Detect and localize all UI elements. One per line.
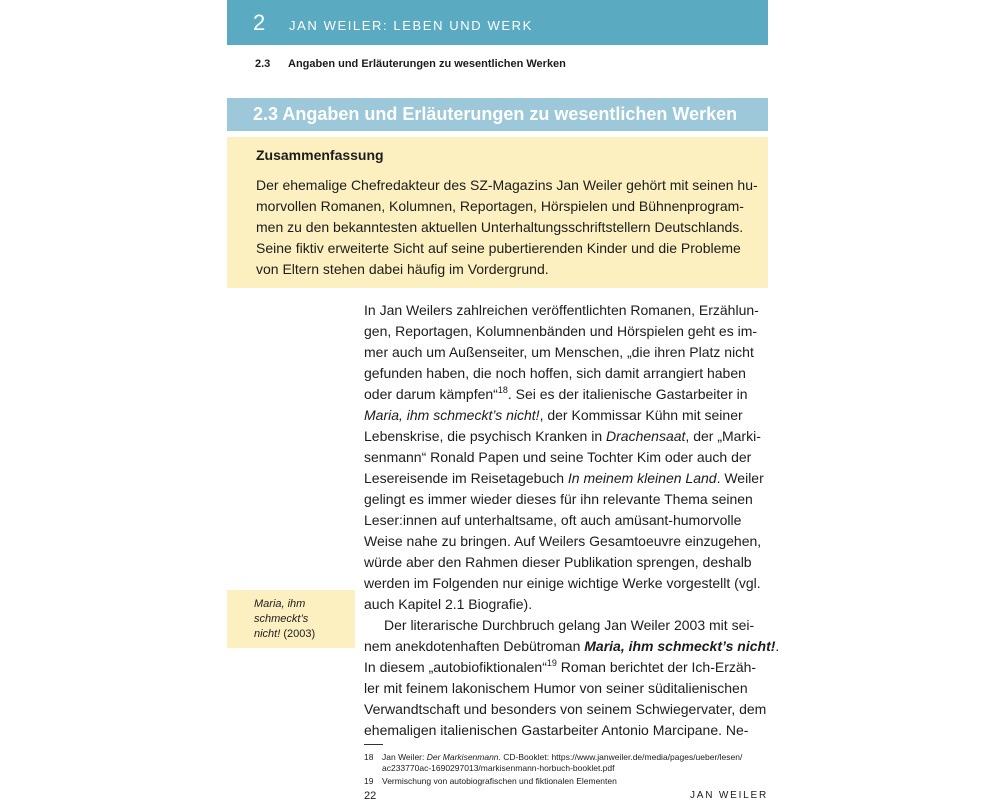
body-line: Weise nahe zu bringen. Auf Weilers Gesamtoeuvre einzugehen,: [364, 533, 762, 549]
work-title: Maria, ihm schmeckt’s nicht!: [364, 407, 540, 423]
body-line: werden im Folgenden nur einige wichtige Werke vorgestellt (vgl.: [364, 575, 761, 591]
summary-line: Seine fiktiv erweiterte Sicht auf seine pubertierenden Kinder und die Probleme: [256, 240, 741, 256]
body-line: Lesereisende im Reisetagebuch In meinem kleinen Land. Weiler: [364, 470, 764, 486]
summary-heading: Zusammenfassung: [256, 147, 384, 163]
footnote-18-continuation: ac233770ac-1690297013/markisenmann-horbuch-booklet.pdf: [382, 763, 615, 773]
body-line: Maria, ihm schmeckt’s nicht!, der Kommissar Kühn mit seiner: [364, 407, 743, 423]
section-title: 2.3 Angaben und Erläuterungen zu wesentlichen Werken: [253, 104, 738, 124]
running-head: [255, 58, 566, 70]
summary-line: men zu den bekanntesten aktuellen Unterhaltungsschriftstellern Deutschlands.: [256, 219, 744, 235]
body-line: Leser:innen auf unterhaltsame, oft auch amüsant-humorvolle: [364, 512, 742, 528]
body-line: mer auch um Außenseiter, um Menschen, „die ihren Platz nicht: [364, 344, 754, 360]
section-heading-bar: [227, 98, 768, 131]
page-number: 22: [364, 790, 377, 802]
body-line: senmann“ Ronald Papen und seine Tochter Kim oder auch der: [364, 449, 752, 465]
margin-note-line: Maria, ihm: [254, 598, 306, 610]
work-title-bold: Maria, ihm schmeckt’s nicht!: [584, 638, 776, 654]
summary-line: Der ehemalige Chefredakteur des SZ-Magazins Jan Weiler gehört mit seinen hu-: [256, 177, 758, 193]
body-line: gelingt es immer wieder dieses für ihn relevante Thema seinen: [364, 491, 753, 507]
footnote-ref-19: 19: [546, 658, 557, 668]
body-line: ehemaligen italienischen Gastarbeiter Antonio Marcipane. Ne-: [364, 722, 749, 738]
body-line: ler mit feinem lakonischem Humor von seiner süditalienischen: [364, 680, 748, 696]
work-title: Drachensaat: [606, 428, 686, 444]
body-line: nem anekdotenhaften Debütroman Maria, ihm schmeckt’s nicht!.: [364, 638, 780, 654]
body-line: gefunden haben, die noch hoffen, sich damit arrangiert haben: [364, 365, 746, 381]
body-line: oder darum kämpfen“$^{18}$. Sei es der italienische Gastarbeiter in: [364, 385, 748, 402]
running-section-title: Angaben und Erläuterungen zu wesentlichen Werken: [288, 58, 566, 70]
body-line: würde aber den Rahmen dieser Publikation sprengen, deshalb: [364, 554, 752, 570]
body-line: In diesem „autobiofiktionalen“$^{19}$ Roman berichtet der Ich-Erzäh-: [364, 658, 757, 675]
summary-line: von Eltern stehen dabei häufig im Vordergrund.: [256, 261, 549, 277]
footnote-19: 19 Vermischung von autobiografischen und fiktionalen Elementen: [364, 776, 617, 786]
body-line: auch Kapitel 2.1 Biografie).: [364, 596, 533, 612]
summary-box: [227, 137, 768, 288]
chapter-title: JAN WEILER: LEBEN UND WERK: [289, 18, 533, 33]
running-section-number: 2.3: [255, 58, 271, 70]
running-footer-author: JAN WEILER: [689, 790, 768, 801]
footnote-ref-18: 18: [497, 385, 508, 395]
work-title: In meinem kleinen Land: [567, 470, 717, 486]
footnote-rule: [364, 744, 383, 745]
body-line: gen, Reportagen, Kolumnenbänden und Hörspielen geht es im-: [364, 323, 758, 339]
body-line: Lebenskrise, die psychisch Kranken in Drachensaat, der „Marki-: [364, 428, 761, 444]
body-line: In Jan Weilers zahlreichen veröffentlichten Romanen, Erzählun-: [364, 302, 759, 318]
margin-note-line: nicht! (2003): [254, 628, 316, 640]
body-line: Der literarische Durchbruch gelang Jan Weiler 2003 mit sei-: [384, 617, 755, 633]
chapter-header-bar: [227, 0, 768, 45]
footnote-18: 18 Jan Weiler: Der Markisenmann. CD-Booklet: https://www.janweiler.de/media/pages/ueber/lesen/: [364, 752, 743, 762]
margin-note: [227, 590, 355, 648]
summary-line: morvollen Romanen, Kolumnen, Reportagen, Hörspielen und Bühnenprogram-: [256, 198, 744, 214]
margin-note-line: schmeckt’s: [254, 613, 309, 625]
chapter-number: 2: [253, 10, 266, 35]
body-line: Verwandtschaft und besonders von seinem Schwiegervater, dem: [364, 701, 767, 717]
